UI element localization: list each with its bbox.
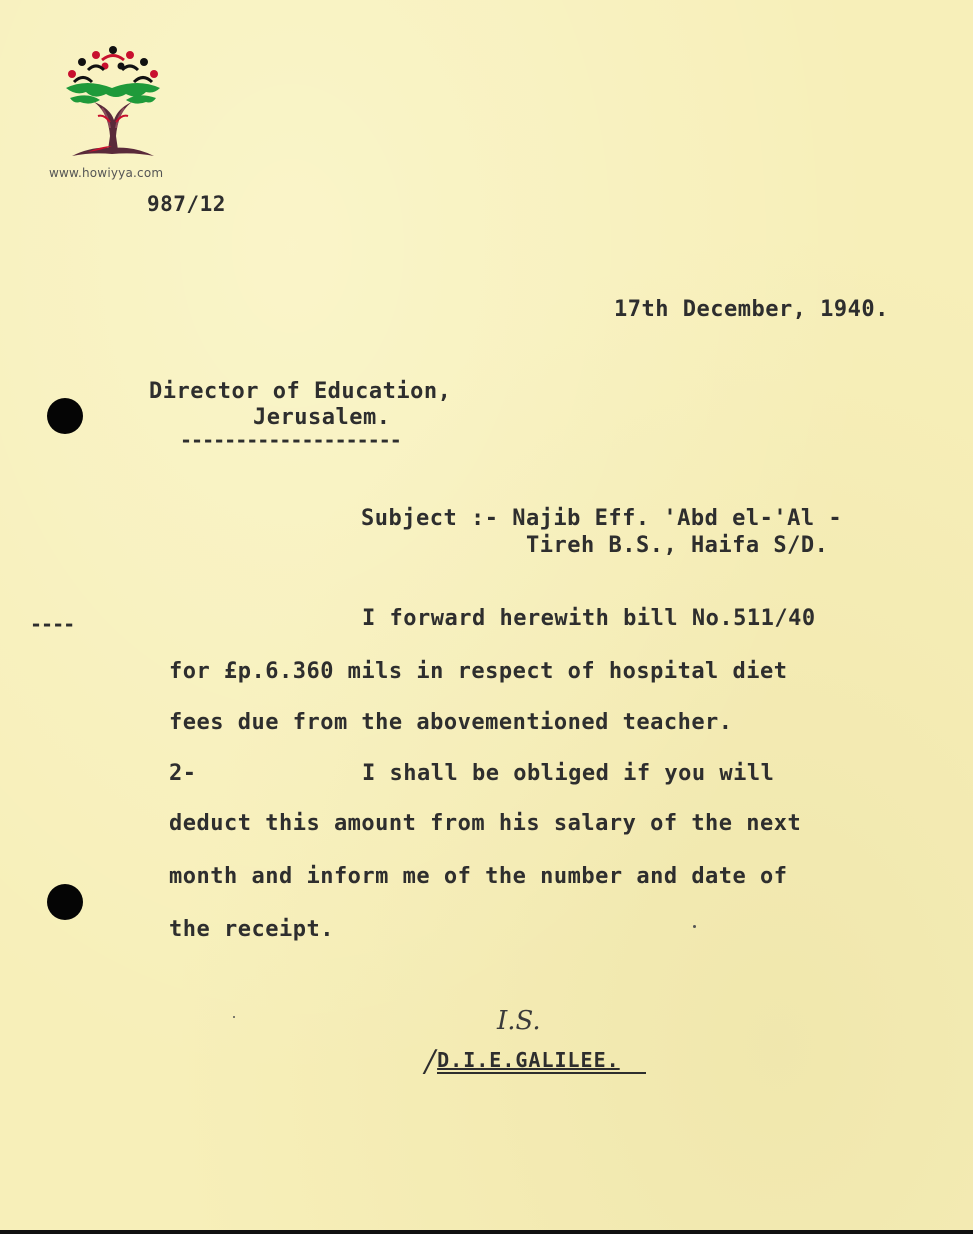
watermark-url: www.howiyya.com — [49, 166, 164, 180]
paper-speck — [693, 925, 696, 928]
recipient-line2: Jerusalem. — [253, 405, 391, 430]
body-line-3: fees due from the abovementioned teacher. — [169, 710, 733, 735]
paragraph-2-line-2: deduct this amount from his salary of the next — [169, 811, 802, 836]
scan-border — [0, 1230, 973, 1234]
paragraph-2-line-3: month and inform me of the number and date of — [169, 864, 788, 889]
signature-name: D.I.E.GALILEE. — [437, 1048, 646, 1074]
punch-hole-bottom — [47, 884, 83, 920]
subject-line2: Tireh B.S., Haifa S/D. — [526, 533, 829, 558]
margin-mark: ---- — [30, 612, 75, 636]
signature-slash: / — [425, 1044, 436, 1079]
letter-date: 17th December, 1940. — [614, 297, 889, 322]
body-line-1: I forward herewith bill No.511/40 — [362, 606, 816, 631]
logo-figures — [68, 46, 158, 82]
paragraph-2-number: 2- — [169, 761, 197, 786]
signature-block — [425, 1040, 646, 1079]
recipient-underline: -------------------- — [180, 428, 401, 452]
subject-line1: Subject :- Najib Eff. 'Abd el-'Al - — [361, 506, 843, 531]
howiyya-logo — [58, 44, 168, 166]
paper-speck — [233, 1016, 235, 1018]
signature-initials: I.S. — [497, 1006, 541, 1036]
reference-number: 987/12 — [147, 192, 226, 216]
body-line-2: for £p.6.360 mils in respect of hospital diet — [169, 659, 788, 684]
recipient-line1: Director of Education, — [149, 379, 452, 404]
punch-hole-top — [47, 398, 83, 434]
paragraph-2-first-line: I shall be obliged if you will — [362, 761, 775, 786]
paragraph-2-line-4: the receipt. — [169, 917, 334, 942]
logo-canopy — [66, 83, 160, 104]
logo-trunk — [94, 102, 132, 150]
